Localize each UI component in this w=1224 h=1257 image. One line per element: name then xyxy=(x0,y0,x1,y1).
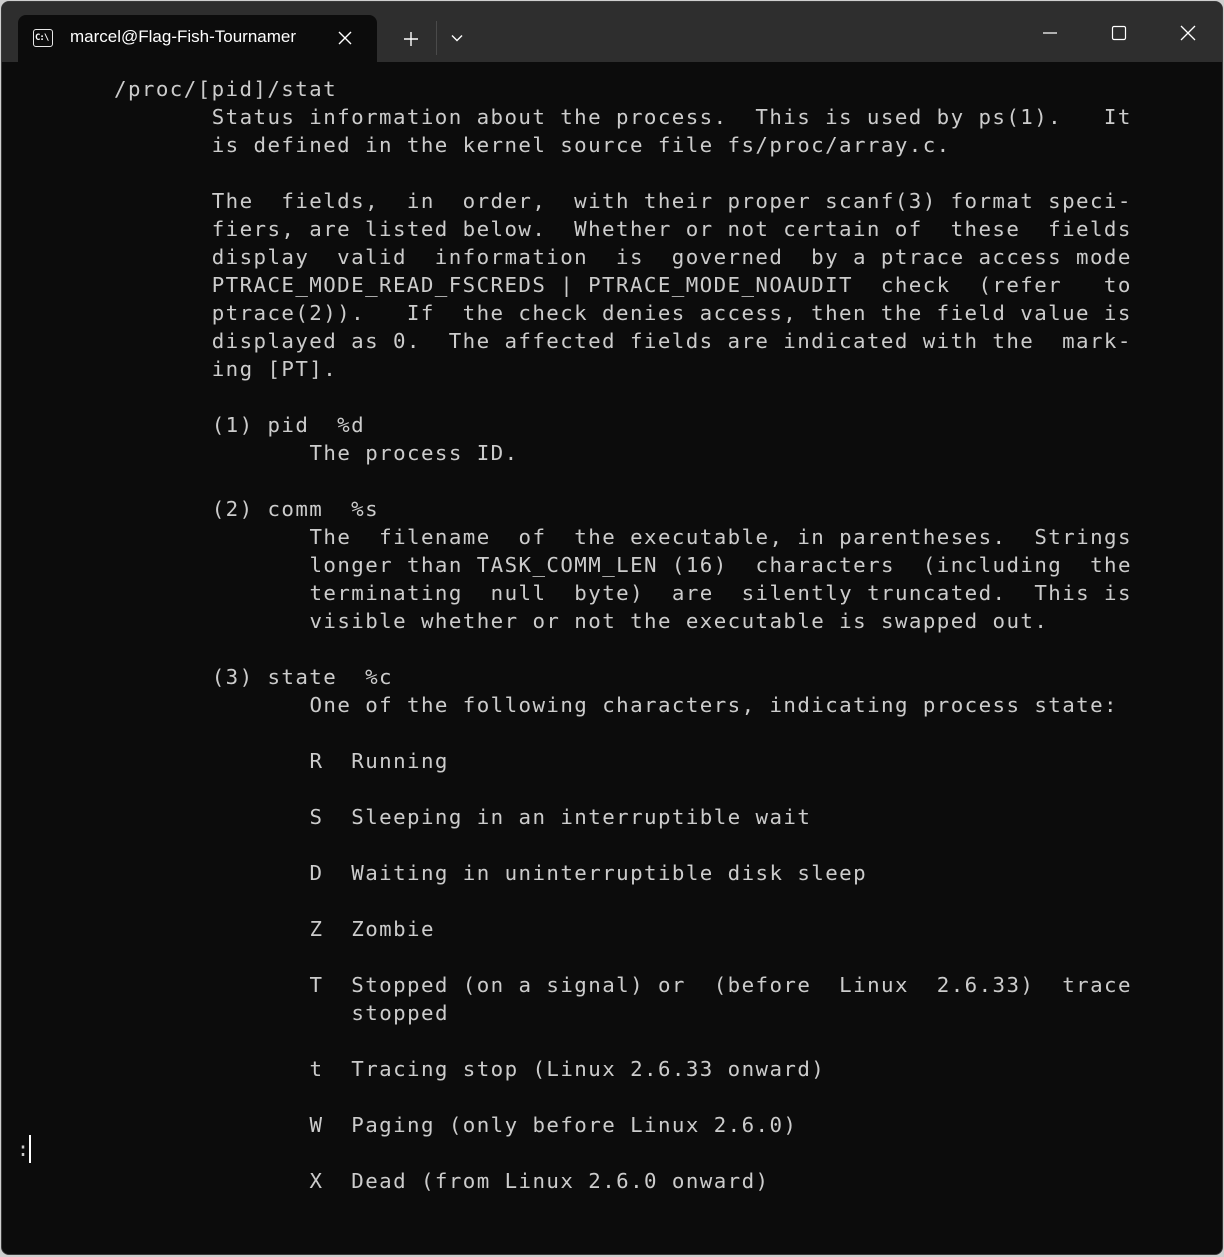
terminal-line: ptrace(2)). If the check denies access, then the field value is xyxy=(211,301,1132,325)
terminal-line: is defined in the kernel source file fs/proc/array.c. xyxy=(211,133,951,157)
tab-active[interactable] xyxy=(18,15,377,62)
terminal-line: display valid information is governed by a ptrace access mode xyxy=(211,245,1132,269)
maximize-icon xyxy=(1111,25,1127,41)
close-window-button[interactable] xyxy=(1165,12,1211,54)
minimize-button[interactable] xyxy=(1027,12,1073,54)
tab-close-button[interactable] xyxy=(334,27,356,49)
terminal-line: fiers, are listed below. Whether or not certain of these fields xyxy=(211,217,1132,241)
terminal-line: W Paging (only before Linux 2.6.0) xyxy=(309,1113,798,1137)
tab-dropdown-button[interactable] xyxy=(446,27,468,49)
terminal-line: T Stopped (on a signal) or (before Linux 2.6.33) trace xyxy=(309,973,1132,997)
terminal-line: displayed as 0. The affected fields are indicated with the mark- xyxy=(211,329,1132,353)
terminal-line: /proc/[pid]/stat xyxy=(114,77,338,101)
terminal-line: (3) state %c xyxy=(211,665,393,689)
terminal-icon-glyph: C:\ xyxy=(35,33,49,43)
tab-title: marcel@Flag-Fish-Tournamer xyxy=(70,27,297,46)
terminal-line: The filename of the executable, in parentheses. Strings xyxy=(309,525,1132,549)
terminal-line: X Dead (from Linux 2.6.0 onward) xyxy=(309,1169,770,1193)
terminal-line: ing [PT]. xyxy=(211,357,338,381)
plus-icon xyxy=(403,31,419,47)
terminal-line: S Sleeping in an interruptible wait xyxy=(309,805,812,829)
terminal-line: The fields, in order, with their proper scanf(3) format speci- xyxy=(211,189,1132,213)
text-cursor xyxy=(29,1135,31,1163)
new-tab-button[interactable] xyxy=(398,26,424,52)
terminal-line: terminating null byte) are silently truncated. This is xyxy=(309,581,1132,605)
minimize-icon xyxy=(1042,25,1058,41)
terminal-line: The process ID. xyxy=(309,441,519,465)
close-icon xyxy=(1180,25,1196,41)
terminal-line: t Tracing stop (Linux 2.6.33 onward) xyxy=(309,1057,826,1081)
terminal-line: longer than TASK_COMM_LEN (16) characters (including the xyxy=(309,553,1132,577)
terminal-line: (1) pid %d xyxy=(211,413,366,437)
maximize-button[interactable] xyxy=(1096,12,1142,54)
terminal-line: R Running xyxy=(309,749,449,773)
close-icon xyxy=(338,31,352,45)
terminal-output[interactable] xyxy=(2,62,1222,1254)
terminal-window xyxy=(1,1,1223,1255)
terminal-line: Z Zombie xyxy=(309,917,435,941)
terminal-line: PTRACE_MODE_READ_FSCREDS | PTRACE_MODE_NOAUDIT check (refer to xyxy=(211,273,1132,297)
tab-separator xyxy=(436,21,437,55)
terminal-line: One of the following characters, indicating process state: xyxy=(309,693,1119,717)
terminal-line: D Waiting in uninterruptible disk sleep xyxy=(309,861,868,885)
terminal-line: (2) comm %s xyxy=(211,497,380,521)
chevron-down-icon xyxy=(451,34,463,42)
terminal-line: visible whether or not the executable is swapped out. xyxy=(309,609,1049,633)
terminal-icon xyxy=(33,29,53,47)
terminal-line: stopped xyxy=(351,1001,449,1025)
pager-prompt: : xyxy=(17,1137,30,1161)
terminal-line: Status information about the process. This is used by ps(1). It xyxy=(211,105,1132,129)
title-bar[interactable] xyxy=(2,2,1222,62)
